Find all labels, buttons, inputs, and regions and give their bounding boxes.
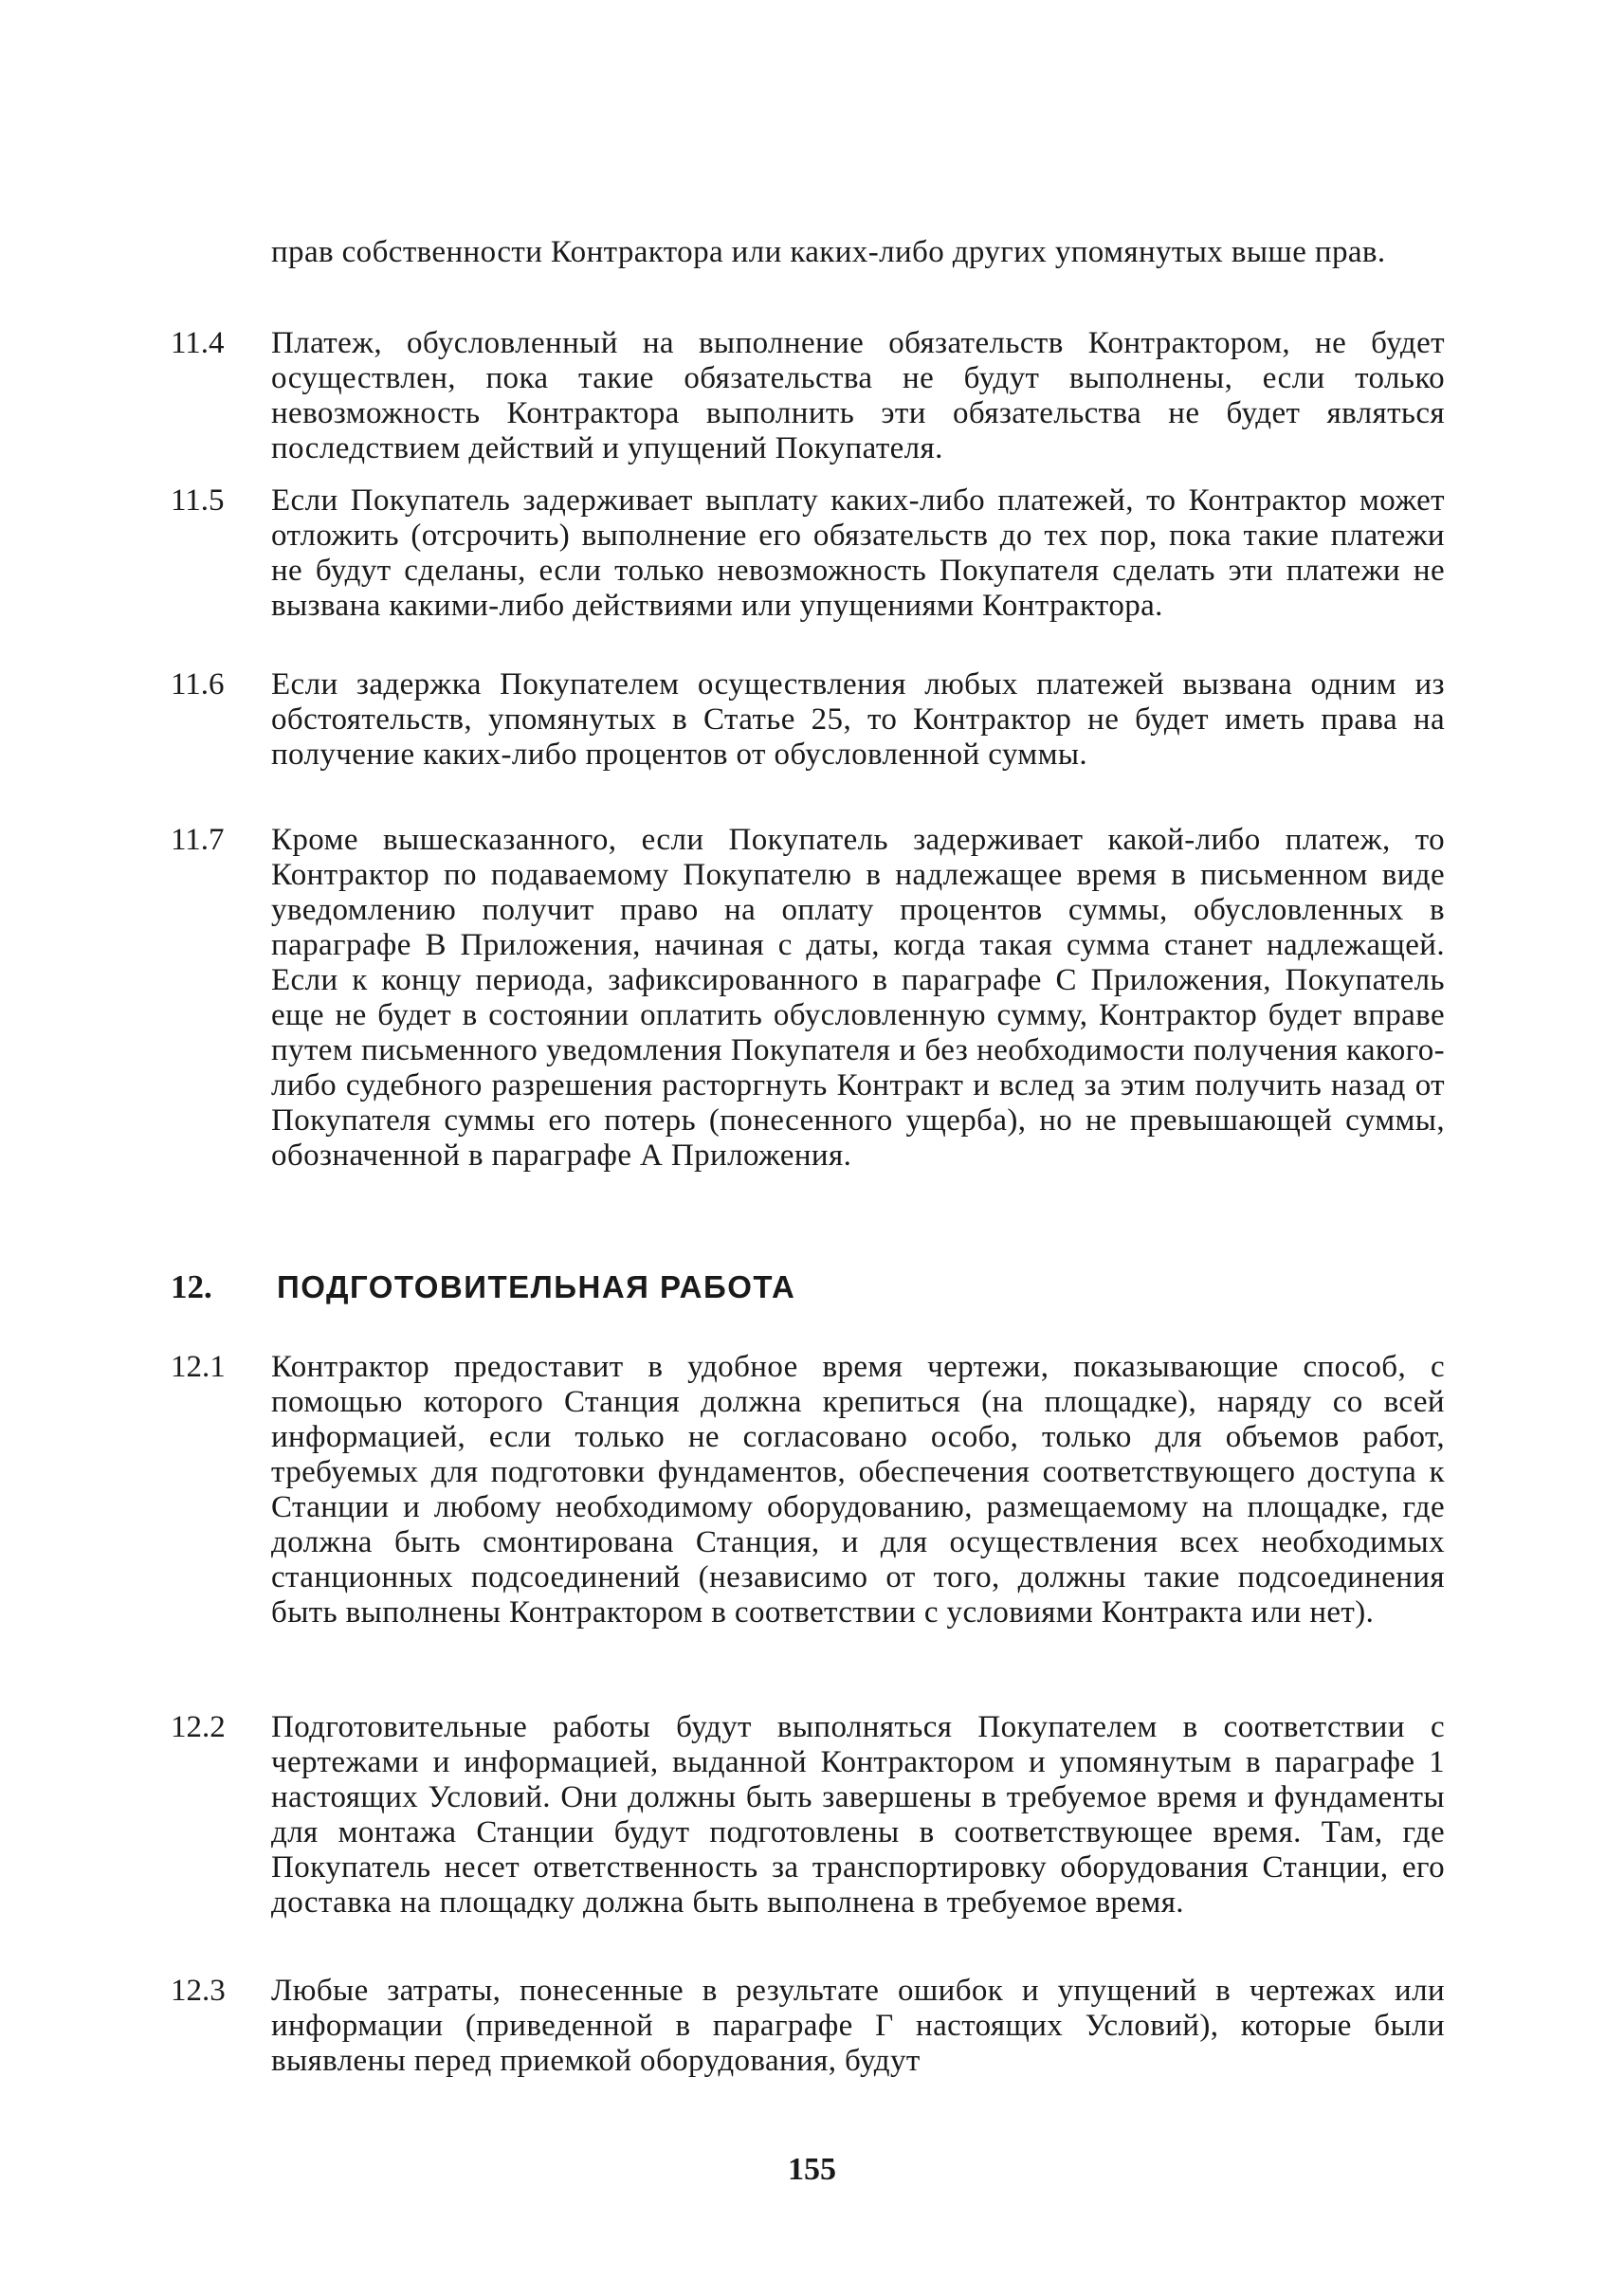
clause-text: Любые затраты, понесенные в результате ошибок и упущений в чертежах или информации (приведенной в параграфе Г настоящих Условий), которые были выявлены перед приемкой оборудования, будут <box>271 1974 1445 2078</box>
clause-text: Платеж, обусловленный на выполнение обязательств Контрактором, не будет осуществлен, пока такие обязательства не будут выполнены, если только невозможность Контрактора выполнить эти обязательства не будет являться последствием действий и упущений Покупателя. <box>271 326 1445 465</box>
clause-text: Если задержка Покупателем осуществления любых платежей вызвана одним из обстоятельств, упомянутых в Статье 25, то Контрактор не будет иметь права на получение каких-либо процентов от обусловленной суммы. <box>271 667 1445 772</box>
clause-number: 11.4 <box>171 326 225 360</box>
clause-text: Кроме вышесказанного, если Покупатель задерживает какой-либо платеж, то Контрактор по подаваемому Покупателю в надлежащее время в письменном виде уведомлению получит право на оплату процентов суммы, обусловленных в параграфе В Приложения, начиная с даты, когда такая сумма станет надлежащей. Если к концу периода, зафиксированного в параграфе С Приложения, Покупатель еще не будет в состоянии оплатить обусловленную сумму, Контрактор будет вправе путем письменного уведомления Покупателя и без необходимости получения какого-либо судебного разрешения расторгнуть Контракт и вслед за этим получить назад от Покупателя суммы его потерь (понесенного ущерба), но не превышающей суммы, обозначенной в параграфе А Приложения. <box>271 823 1445 1173</box>
clause-text: Подготовительные работы будут выполняться Покупателем в соответствии с чертежами и информацией, выданной Контрактором и упомянутым в параграфе 1 настоящих Условий. Они должны быть завершены в требуемое время и фундаменты для монтажа Станции будут подготовлены в соответствующее время. Там, где Покупатель несет ответственность за транспортировку оборудования Станции, его доставка на площадку должна быть выполнена в требуемое время. <box>271 1710 1445 1920</box>
page-number: 155 <box>788 2152 836 2187</box>
clause-number: 12.3 <box>171 1974 226 2008</box>
section-title: ПОДГОТОВИТЕЛЬНАЯ РАБОТА <box>277 1269 796 1304</box>
clause-text: Если Покупатель задерживает выплату каких-либо платежей, то Контрактор может отложить (отсрочить) выполнение его обязательств до тех пор, пока такие платежи не будут сделаны, если только невозможность Покупателя сделать эти платежи не вызвана какими-либо действиями или упущениями Контрактора. <box>271 483 1445 623</box>
clause-number: 11.5 <box>171 483 225 518</box>
continuation-text: прав собственности Контрактора или каких-либо других упомянутых выше прав. <box>271 235 1386 269</box>
section-number: 12. <box>171 1268 212 1305</box>
clause-number: 11.7 <box>171 823 225 857</box>
clause-number: 11.6 <box>171 667 225 701</box>
clause-text: Контрактор предоставит в удобное время чертежи, показывающие способ, с помощью которого Станция должна крепиться (на площадке), наряду со всей информацией, если только не согласовано особо, только для объемов работ, требуемых для подготовки фундаментов, обеспечения соответствующего доступа к Станции и любому необходимому оборудованию, размещаемому на площадке, где должна быть смонтирована Станция, и для осуществления всех необходимых станционных подсоединений (независимо от того, должны такие подсоединения быть выполнены Контрактором в соответствии с условиями Контракта или нет). <box>271 1350 1445 1630</box>
clause-number: 12.1 <box>171 1350 226 1384</box>
clause-number: 12.2 <box>171 1710 226 1744</box>
